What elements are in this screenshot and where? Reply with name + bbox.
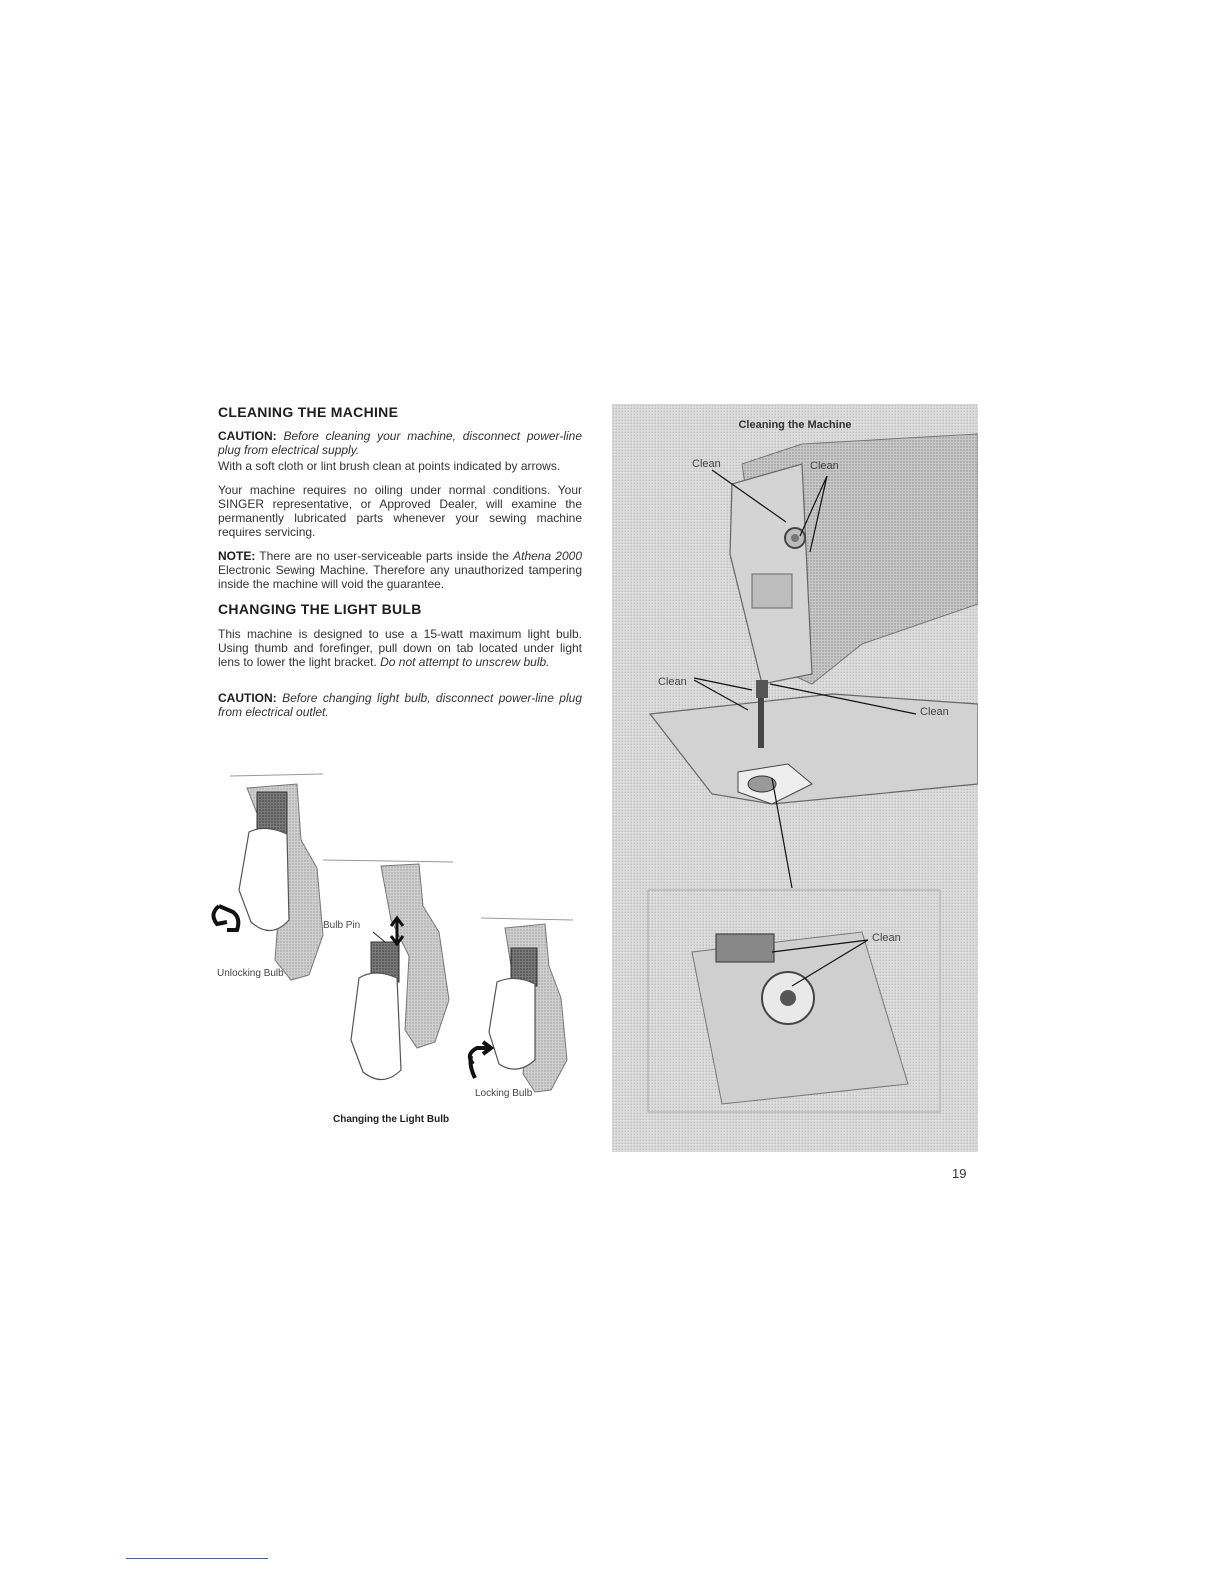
caution-cleaning (218, 429, 582, 457)
cleaning-figure-title: Cleaning the Machine (738, 419, 852, 431)
caution-text: Before cleaning your machine, disconnect power-line plug from electrical supply. (218, 429, 582, 457)
footer-rule (126, 1558, 268, 1559)
cleaning-figure (612, 404, 978, 1152)
unlocking-bulb-drawing (213, 774, 323, 980)
machine-drawing (612, 404, 978, 1152)
caution-label: CAUTION: (218, 429, 277, 443)
note-label: NOTE: (218, 549, 256, 563)
locking-bulb-drawing (470, 918, 573, 1092)
locking-bulb-label: Locking Bulb (475, 1088, 533, 1099)
note-paragraph (218, 549, 582, 591)
oiling-paragraph: Your machine requires no oiling under normal conditions. Your SINGER representative, or Approved Dealer, will examine the permanently lubricated parts whenever your sewing machine requires servicing. (218, 483, 582, 539)
bulb-paragraph (218, 627, 582, 669)
bulb-pin-drawing (323, 860, 453, 1080)
section-heading-bulb: CHANGING THE LIGHT BULB (218, 601, 422, 617)
bulb-illustration-drawing (205, 770, 585, 1110)
bulb-figure-caption: Changing the Light Bulb (333, 1114, 450, 1125)
caution-label: CAUTION: (218, 691, 277, 705)
page-number: 19 (952, 1166, 967, 1181)
clean-label-needle: Clean (658, 676, 687, 688)
caution-text: Before changing light bulb, disconnect power-line plug from electrical outlet. (218, 691, 582, 719)
section-heading-cleaning: CLEANING THE MACHINE (218, 404, 399, 420)
note-model: Athena 2000 (513, 549, 583, 563)
caution-bulb (218, 691, 582, 719)
clean-label-top-left: Clean (692, 458, 721, 470)
cleaning-instruction: With a soft cloth or lint brush clean at points indicated by arrows. (218, 459, 561, 473)
clean-label-top-right: Clean (810, 460, 839, 472)
clean-label-right: Clean (920, 706, 949, 718)
bulb-illustration (205, 770, 585, 1110)
bulb-paragraph-text: This machine is designed to use a 15-watt maximum light bulb. Using thumb and forefinger, pull down on tab located under light lens to lower the light bracket. (218, 627, 582, 669)
text-column (218, 404, 582, 729)
unlocking-bulb-label: Unlocking Bulb (217, 968, 284, 979)
note-text-1: There are no user-serviceable parts inside the (259, 549, 509, 563)
bulb-pin-label: Bulb Pin (323, 920, 361, 931)
clean-label-bobbin: Clean (872, 932, 901, 944)
note-text-2: Electronic Sewing Machine. Therefore any unauthorized tampering inside the machine will void the guarantee. (218, 563, 582, 591)
bulb-warning: Do not attempt to unscrew bulb. (380, 655, 550, 669)
